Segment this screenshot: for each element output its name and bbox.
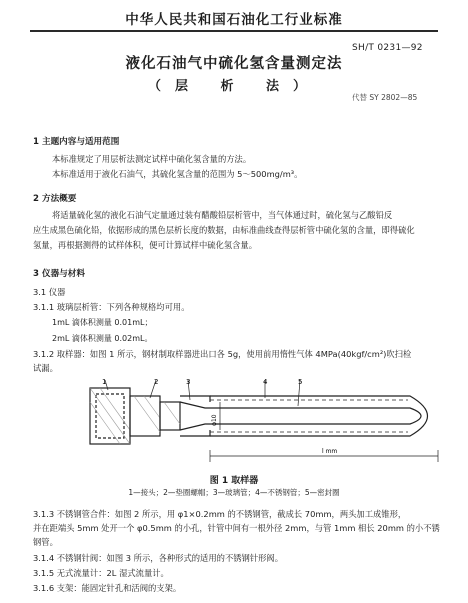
section-3-1-5: 3.1.5 无式流量计：2L 湿式流量计。: [33, 568, 169, 578]
figure-label-2: 2: [154, 378, 159, 386]
dimension-diameter-label: φ10: [211, 414, 218, 426]
section-2-line-2: 应生成黑色硫化铅，依据形成的黑色层析长度的数据，由标准曲线查得层析管中硫化氢的含量，即得硫化: [33, 225, 415, 235]
figure-legend: 1—接头；2—垫圈螺帽；3—玻璃管；4—不锈钢管；5—密封圈: [128, 488, 340, 497]
dimension-length-label: l mm: [322, 448, 338, 455]
section-3-1-3-line-3: 钢管。: [33, 537, 58, 547]
section-3-1-heading: 3.1 仪器: [33, 287, 66, 297]
sampler-fitting: [90, 388, 180, 444]
figure-label-4: 4: [263, 378, 268, 386]
section-3-1-2-line-1: 3.1.2 取样器：如图 1 所示，钢材制取样器进出口各 5g，使用前用惰性气体 4MPa(40kgf/cm²)吹扫检: [33, 349, 412, 359]
sampler-figure: [60, 378, 450, 468]
section-3-1-3-line-1: 3.1.3 不锈钢管合件：如图 2 所示，用 φ1×0.2mm 的不锈钢管，截成长 70mm，两头加工成锥形，: [33, 509, 407, 519]
section-3-1-6: 3.1.6 支架：能固定针孔和活阀的支架。: [33, 583, 182, 593]
section-2-line-3: 氢量，再根据测得的试样体积，便可计算试样中硫化氢含量。: [33, 240, 258, 250]
section-1-heading: 1 主题内容与适用范围: [33, 137, 120, 147]
section-3-1-4: 3.1.4 不锈钢针阀：如图 3 所示，各种形式的适用的不锈钢针形阀。: [33, 553, 284, 563]
section-2-line-1: 将适量硫化氢的液化石油气定量通过装有醋酸铅层析管中，当气体通过时，硫化氢与乙酸铅反: [52, 210, 393, 220]
header-rule: [30, 30, 438, 32]
section-3-1-1-item-b: 2mL 滴体积测量 0.02mL。: [52, 334, 153, 343]
section-3-1-3-line-2: 并在距端头 5mm 处开一个 φ0.5mm 的小孔，针管中间有一根外径 2mm，与管 1mm 相长 20mm 的小不锈: [33, 523, 440, 533]
sampler-leader-lines: [105, 378, 303, 406]
section-1-paragraph-2: 本标准适用于液化石油气，其硫化氢含量的范围为 5～500mg/m³。: [52, 169, 303, 179]
figure-label-1: 1: [102, 378, 107, 386]
section-1-paragraph-1: 本标准规定了用层析法测定试样中硫化氢含量的方法。: [52, 154, 252, 164]
section-3-heading: 3 仪器与材料: [33, 269, 85, 279]
replaces-note: 代替 SY 2802—85: [352, 93, 418, 102]
document-subtitle: （层 析 法）: [147, 79, 321, 94]
section-3-1-1-item-a: 1mL 滴体积测量 0.01mL；: [52, 318, 153, 327]
section-3-1-1: 3.1.1 玻璃层析管：下列各种规格均可用。: [33, 302, 190, 312]
standard-org-title: 中华人民共和国石油化工行业标准: [125, 12, 343, 28]
document-title: 液化石油气中硫化氢含量测定法: [125, 56, 343, 72]
standard-number: SH/T 0231—92: [352, 43, 423, 53]
section-2-heading: 2 方法概要: [33, 194, 77, 204]
figure-label-5: 5: [298, 378, 303, 386]
section-3-1-2-line-2: 试漏。: [33, 363, 58, 373]
figure-label-3: 3: [186, 378, 191, 386]
figure-caption: 图 1 取样器: [209, 476, 259, 486]
